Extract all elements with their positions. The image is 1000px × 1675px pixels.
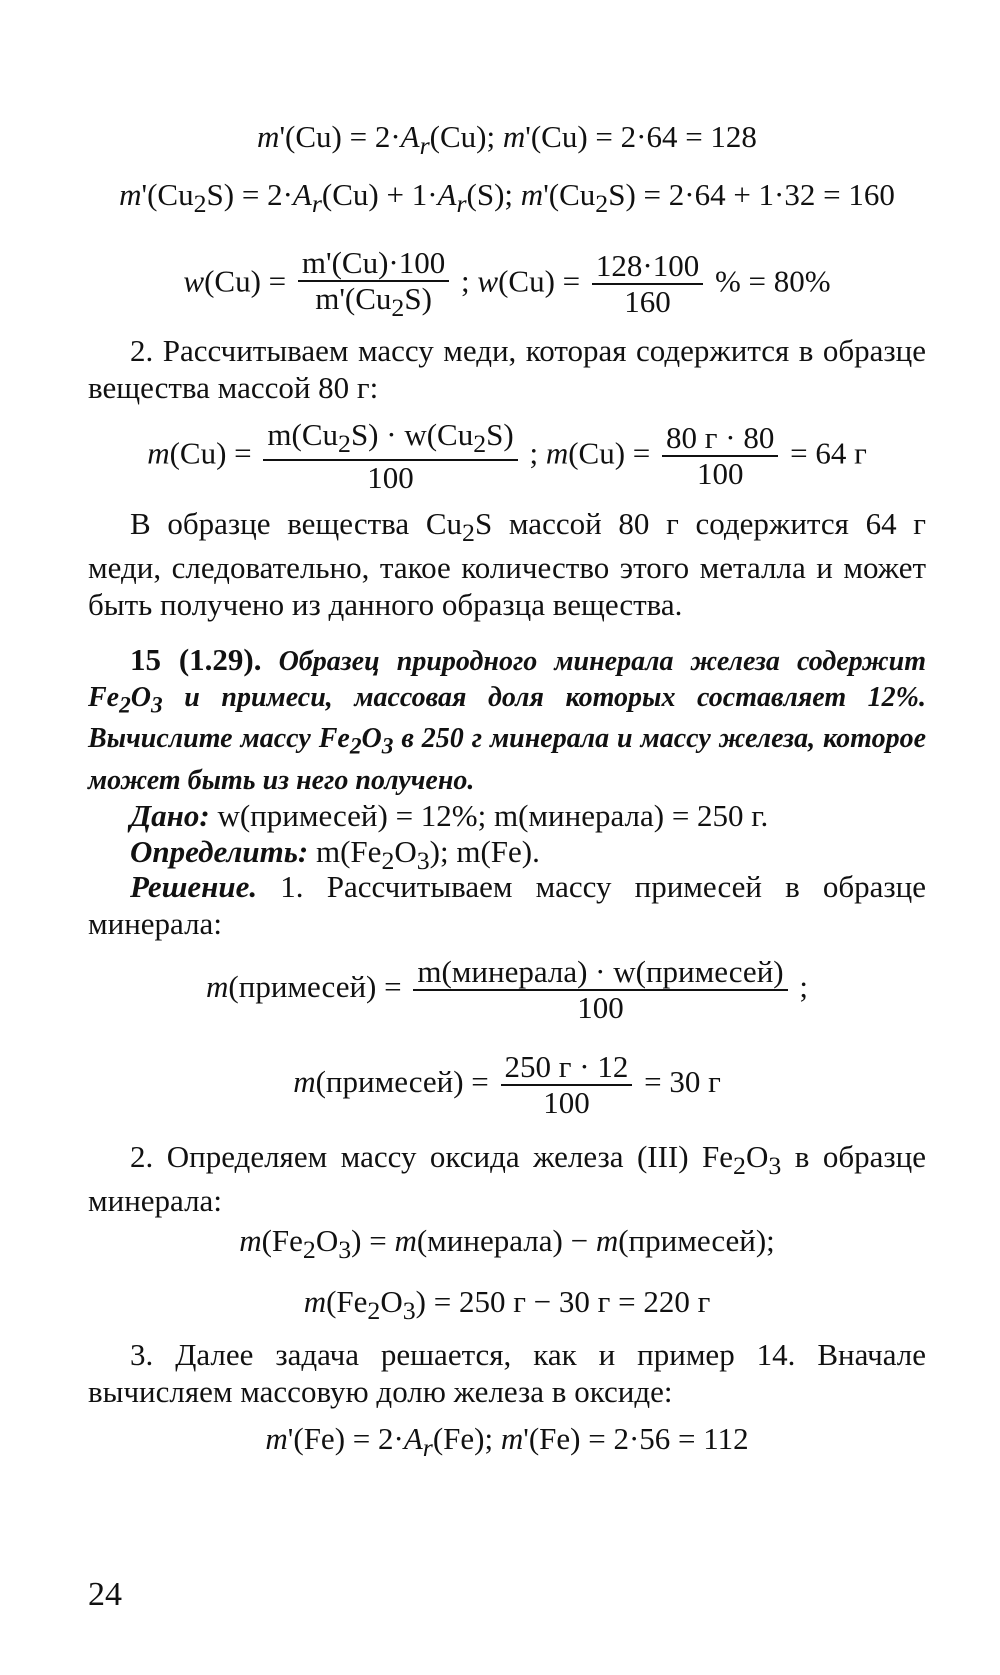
solution-step1: 1. Рассчитываем массу примесей в образце минерала: — [88, 869, 927, 942]
solution-label: Решение. — [130, 869, 258, 904]
fraction-numerator: $m(Cu_2S) \cdot w(Cu_2S)$ — [263, 418, 517, 461]
equation-fe2o3-calc: $m(Fe_2O_3) = 250$ г − 30 г = 220 г — [303, 1284, 711, 1326]
paragraph-step3: 3. Далее задача решается, как и пример 14. Вначале вычисляем массовую долю железа в оксиде: — [88, 1337, 926, 1410]
equation-impurities-values: m(примесей) = $\frac{250 г \cdot 12}{100}$ = 30 г — [293, 1049, 721, 1121]
fraction-numerator: 250 г · 12 — [501, 1050, 633, 1086]
fraction-numerator: 128·100 — [592, 249, 703, 285]
fraction-numerator: 80 г · 80 — [662, 421, 778, 457]
paragraph-step2: 2. Рассчитываем массу меди, которая содержится в образце вещества массой 80 г: — [88, 333, 926, 406]
result-text: = 64 г — [790, 435, 867, 471]
fraction-denominator: $m'(Cu_2S)$ — [315, 281, 432, 323]
find-label: Определить: — [130, 834, 309, 869]
equation-m-cu: m(Cu) = $\frac{m(Cu_2S) \cdot w(Cu_2S)}{100}$ ; m(Cu) = $\frac{80 г \cdot 80}{100}$ = 64 г — [147, 417, 867, 495]
result-text: % = 80% — [714, 263, 831, 299]
fraction-numerator: m(минерала) · w(примесей) — [413, 955, 787, 991]
fraction-impurities — [413, 955, 787, 1025]
given-text: w(примесей) = 12%; m(минерала) = 250 г. — [217, 798, 769, 833]
paragraph-conclusion: В образце вещества $Cu_2S$ массой 80 г содержится 64 г меди, следовательно, такое количество этого металла и может быть получено из данного образца вещества. — [88, 506, 926, 623]
find-text: $m(Fe_2O_3)$; m(Fe). — [316, 834, 540, 876]
fraction-denominator: 100 — [696, 456, 744, 492]
fraction-impurities-values — [501, 1050, 633, 1120]
fraction-numerator: m'(Cu)·100 — [298, 246, 449, 282]
page-number: 24 — [88, 1576, 122, 1613]
fraction-m-cu — [263, 418, 517, 495]
equation-cu2s-mass: $m'(Cu_2S) = 2\cdot A_r(Cu) + 1\cdot A_r(S)$; $m'(Cu_2S) = 2\cdot 64 + 1\cdot 32 = 160$ — [119, 177, 895, 219]
given-line — [88, 797, 926, 834]
problem-statement — [88, 640, 926, 799]
paragraph-step2-iron: 2. Определяем массу оксида железа (III) $Fe_2O_3$ в образце минерала: — [88, 1139, 927, 1219]
fraction-denominator: 100 — [577, 990, 624, 1026]
equation-fe-mass: $m'(Fe) = 2\cdot A_r(Fe)$; m'(Fe) = 2·56 = 112 — [265, 1421, 749, 1463]
equation-cu-mass: $m'(Cu) = 2\cdot A_r(Cu)$; m'(Cu) = 2·64 = 128 — [257, 119, 757, 161]
problem-text: Образец природного минерала железа содержит $Fe_2O_3$ и примеси, массовая доля которых составляет 12%. Вычислите массу $Fe_2O_3$ в 250 г минерала и массу железа, которое может быть из него получено. — [88, 646, 926, 796]
equation-w-cu: w(Cu) = $\frac{m'(Cu)\cdot 100}{m'(Cu_2S)}$ ; w(Cu) = $\frac{128\cdot 100}{160}$ % = 80% — [183, 245, 831, 323]
given-label: Дано: — [130, 798, 210, 833]
book-page — [88, 0, 926, 1675]
fraction-w-cu-values — [592, 249, 703, 319]
equation-impurities: m(примесей) = $\frac{\text{m(минерала) · w(примесей)}}{100}$ ; — [206, 954, 808, 1026]
fraction-denominator: 100 — [367, 459, 414, 495]
fraction-denominator: 100 — [543, 1085, 590, 1121]
fraction-m-cu-values — [662, 421, 778, 491]
result-text: = 30 г — [644, 1064, 721, 1100]
solution-line — [88, 868, 926, 942]
equation-fe2o3-formula: $m(Fe_2O_3)$ = m(минерала) − m(примесей); — [239, 1223, 775, 1265]
fraction-w-cu — [298, 246, 449, 323]
problem-number: 15 (1.29). — [130, 642, 262, 677]
fraction-denominator: 160 — [624, 284, 671, 320]
